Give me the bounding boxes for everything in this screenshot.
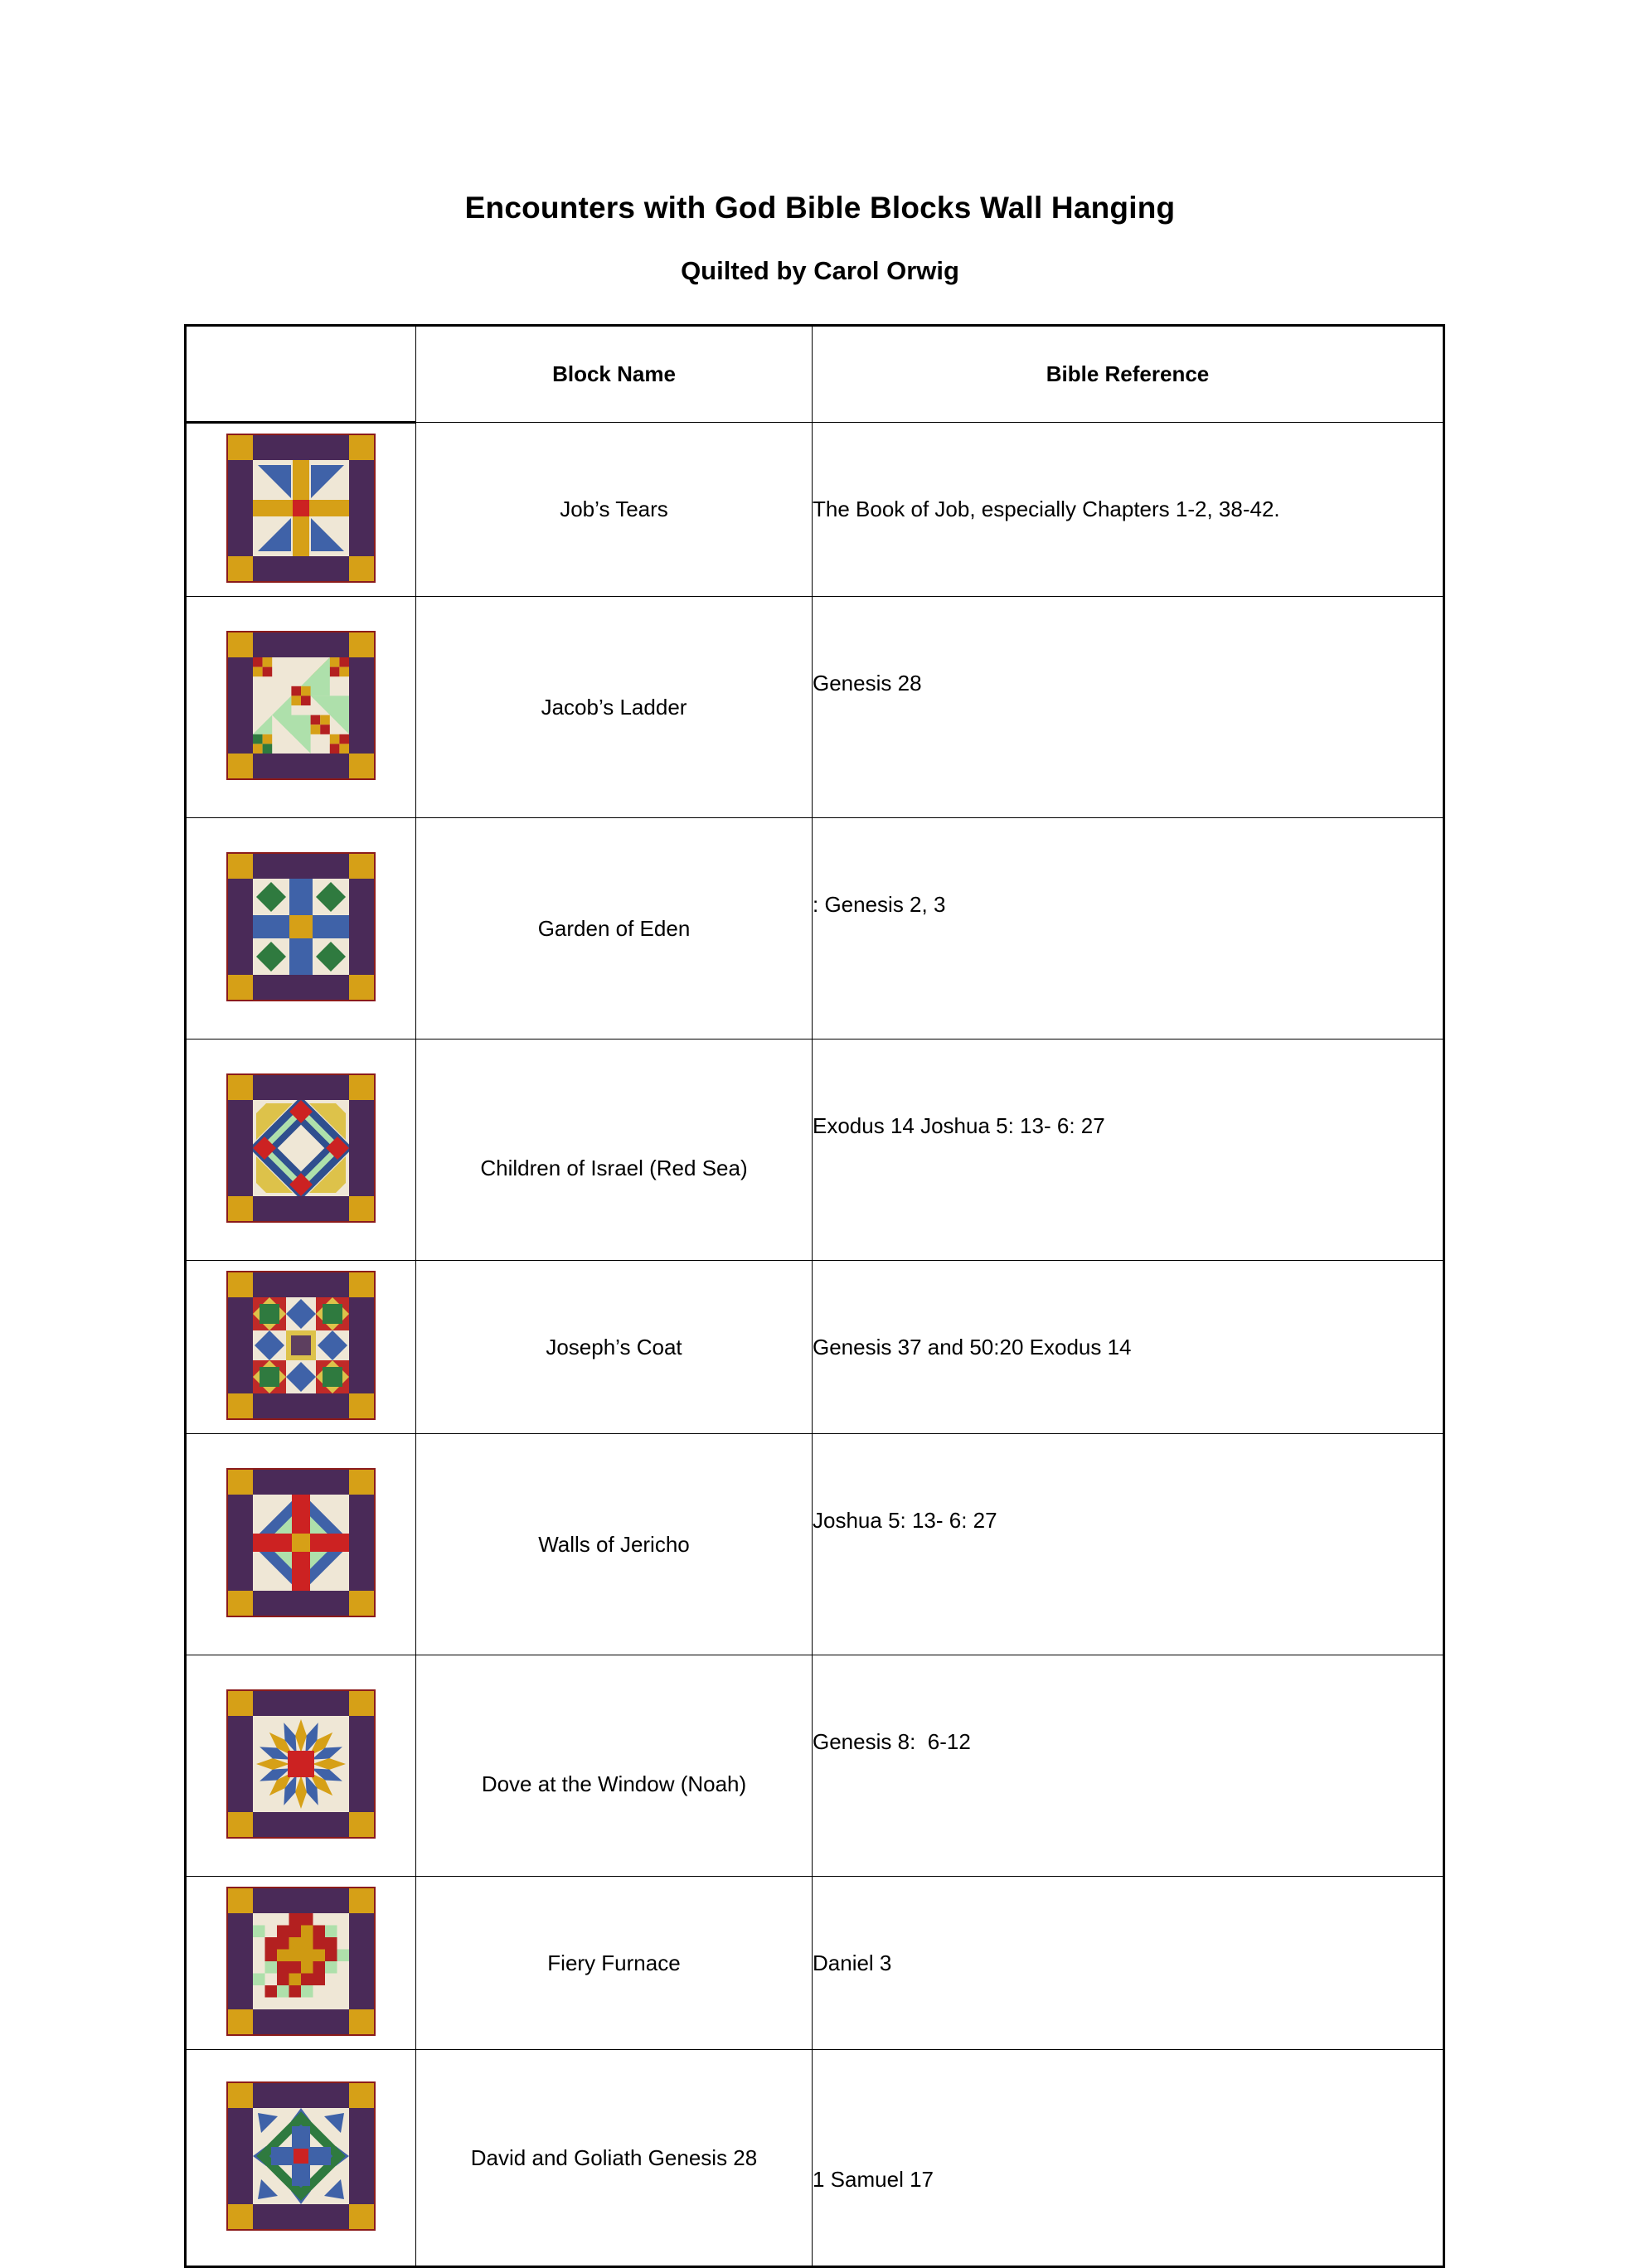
corner-square-icon xyxy=(349,2009,374,2034)
corner-square-icon xyxy=(228,975,253,1000)
table-row xyxy=(186,1434,1444,1655)
block-name-cell: Garden of Eden xyxy=(416,818,813,1040)
table-row xyxy=(186,1040,1444,1261)
column-header-block-name: Block Name xyxy=(416,326,813,423)
corner-square-icon xyxy=(228,556,253,581)
block-inner xyxy=(253,1495,349,1591)
corner-square-icon xyxy=(228,1691,253,1716)
quilt-block-josephs-coat-image xyxy=(228,1272,374,1418)
block-image-cell xyxy=(186,818,416,1040)
table-row xyxy=(186,1261,1444,1434)
bible-reference-cell: Genesis 8: 6-12 xyxy=(813,1655,1444,1877)
quilt-block-fiery-furnace-image xyxy=(228,1888,374,2034)
corner-square-icon xyxy=(228,1196,253,1221)
block-inner xyxy=(253,1100,349,1196)
blocks-table xyxy=(184,324,1445,2268)
corner-square-icon xyxy=(349,2204,374,2229)
quilt-block-dove-at-the-window-image xyxy=(228,1691,374,1837)
corner-square-icon xyxy=(349,1691,374,1716)
table-head xyxy=(186,326,1444,423)
column-header-image xyxy=(186,326,416,423)
blocks-table-wrapper xyxy=(184,324,1443,2268)
block-name-cell: Jacob’s Ladder xyxy=(416,597,813,818)
corner-square-icon xyxy=(349,556,374,581)
table-row xyxy=(186,423,1444,597)
corner-square-icon xyxy=(349,754,374,778)
block-name-cell: Joseph’s Coat xyxy=(416,1261,813,1434)
block-image-cell xyxy=(186,1877,416,2050)
corner-square-icon xyxy=(228,1272,253,1297)
quilt-block-jacobs-ladder-image xyxy=(228,632,374,778)
block-name-cell: David and Goliath Genesis 28 xyxy=(416,2050,813,2267)
block-name-cell: Dove at the Window (Noah) xyxy=(416,1655,813,1877)
corner-square-icon xyxy=(228,2009,253,2034)
page-title: Encounters with God Bible Blocks Wall Hanging xyxy=(464,191,1176,225)
table-row xyxy=(186,1655,1444,1877)
corner-square-icon xyxy=(228,1470,253,1495)
table-row xyxy=(186,818,1444,1040)
bible-reference-cell: Daniel 3 xyxy=(813,1877,1444,2050)
block-inner xyxy=(253,879,349,975)
corner-square-icon xyxy=(228,632,253,657)
corner-square-icon xyxy=(228,2204,253,2229)
quilt-block-walls-of-jericho-image xyxy=(228,1470,374,1616)
corner-square-icon xyxy=(349,1591,374,1616)
table-row xyxy=(186,1877,1444,2050)
table-body xyxy=(186,423,1444,2267)
column-header-bible-reference: Bible Reference xyxy=(813,326,1444,423)
block-image-cell xyxy=(186,1261,416,1434)
corner-square-icon xyxy=(228,1075,253,1100)
corner-square-icon xyxy=(349,1272,374,1297)
corner-square-icon xyxy=(349,435,374,460)
block-image-cell xyxy=(186,597,416,818)
corner-square-icon xyxy=(349,1470,374,1495)
table-header-row xyxy=(186,326,1444,423)
quilt-block-children-of-israel-image xyxy=(228,1075,374,1221)
block-image-cell xyxy=(186,423,416,597)
quilt-block-jobs-tears-image xyxy=(228,435,374,581)
table-row xyxy=(186,2050,1444,2267)
corner-square-icon xyxy=(349,1196,374,1221)
corner-square-icon xyxy=(349,854,374,879)
block-inner xyxy=(253,1913,349,2009)
block-name-cell: Children of Israel (Red Sea) xyxy=(416,1040,813,1261)
table-row xyxy=(186,597,1444,818)
block-image-cell xyxy=(186,1434,416,1655)
bible-reference-cell: Genesis 28 xyxy=(813,597,1444,818)
bible-reference-cell: Genesis 37 and 50:20 Exodus 14 xyxy=(813,1261,1444,1434)
block-name-cell: Job’s Tears xyxy=(416,423,813,597)
block-image-cell xyxy=(186,2050,416,2267)
block-image-cell xyxy=(186,1040,416,1261)
bible-reference-cell: Exodus 14 Joshua 5: 13- 6: 27 xyxy=(813,1040,1444,1261)
block-inner xyxy=(253,460,349,556)
corner-square-icon xyxy=(349,1888,374,1913)
bible-reference-cell: Joshua 5: 13- 6: 27 xyxy=(813,1434,1444,1655)
corner-square-icon xyxy=(228,1591,253,1616)
corner-square-icon xyxy=(228,2083,253,2108)
corner-square-icon xyxy=(228,854,253,879)
quilt-block-david-and-goliath-image xyxy=(228,2083,374,2229)
bible-reference-cell: : Genesis 2, 3 xyxy=(813,818,1444,1040)
corner-square-icon xyxy=(228,1812,253,1837)
page-subtitle: Quilted by Carol Orwig xyxy=(681,256,959,285)
block-name-cell: Fiery Furnace xyxy=(416,1877,813,2050)
corner-square-icon xyxy=(349,975,374,1000)
corner-square-icon xyxy=(228,1393,253,1418)
corner-square-icon xyxy=(228,435,253,460)
corner-square-icon xyxy=(349,2083,374,2108)
corner-square-icon xyxy=(349,1075,374,1100)
block-image-cell xyxy=(186,1655,416,1877)
block-name-cell: Walls of Jericho xyxy=(416,1434,813,1655)
bible-reference-cell: The Book of Job, especially Chapters 1-2, 38-42. xyxy=(813,423,1444,597)
block-inner xyxy=(253,657,349,754)
corner-square-icon xyxy=(349,1812,374,1837)
corner-square-icon xyxy=(349,632,374,657)
bible-reference-cell: 1 Samuel 17 xyxy=(813,2050,1444,2267)
block-inner xyxy=(253,1716,349,1812)
corner-square-icon xyxy=(349,1393,374,1418)
block-inner xyxy=(253,1297,349,1393)
corner-square-icon xyxy=(228,1888,253,1913)
corner-square-icon xyxy=(228,754,253,778)
quilt-block-garden-of-eden-image xyxy=(228,854,374,1000)
